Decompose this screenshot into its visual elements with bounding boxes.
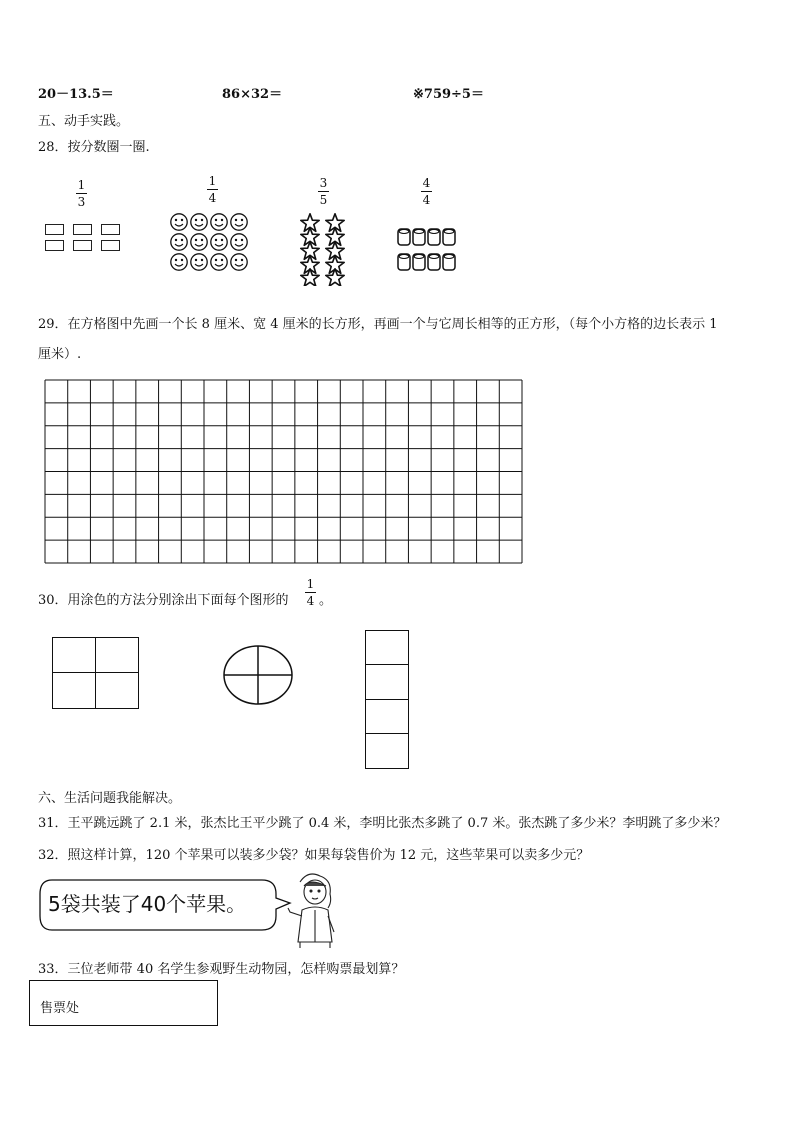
girl-icon xyxy=(288,874,334,948)
fraction-1-4 xyxy=(207,174,218,205)
numerator: 4 xyxy=(422,176,431,190)
calc-expr-3: ※759÷5＝ xyxy=(413,87,484,102)
smiley-icon xyxy=(211,254,227,270)
smiley-icon xyxy=(231,254,247,270)
numerator: 1 xyxy=(77,178,86,192)
cylinder-icon xyxy=(398,254,410,270)
cylinder-group xyxy=(396,226,462,276)
rectangle-shape xyxy=(101,240,120,251)
divider-line xyxy=(366,733,408,734)
calc-expr-2: 86×32＝ xyxy=(222,87,283,102)
smiley-icon xyxy=(231,234,247,250)
numerator: 1 xyxy=(208,174,217,188)
circle-divided-in-four xyxy=(222,644,294,706)
numerator: 3 xyxy=(319,176,328,190)
smiley-icon xyxy=(231,214,247,230)
question-30: 30．用涂色的方法分别涂出下面每个图形的 xyxy=(38,593,289,608)
smiley-icon xyxy=(191,214,207,230)
smiley-icon xyxy=(171,214,187,230)
fraction-4-4 xyxy=(421,176,432,207)
section-6-title: 六、生活问题我能解决。 xyxy=(38,791,182,806)
question-30-end: 。 xyxy=(319,593,333,608)
question-28: 28．按分数圈一圈. xyxy=(38,140,150,155)
rectangle-shape xyxy=(73,240,92,251)
denominator: 4 xyxy=(208,191,217,205)
question-33: 33．三位老师带 40 名学生参观野生动物园，怎样购票最划算？ xyxy=(38,962,405,977)
star-icon xyxy=(326,269,344,286)
numerator: 1 xyxy=(306,577,315,591)
star-icon xyxy=(301,269,319,286)
cylinder-icon xyxy=(428,254,440,270)
ticket-office-box xyxy=(29,980,218,1026)
divider-line xyxy=(53,672,138,673)
fraction-1-3 xyxy=(76,178,87,209)
rectangle-shape xyxy=(45,240,64,251)
speech-bubble-text: 5袋共装了40个苹果。 xyxy=(48,892,247,916)
denominator: 4 xyxy=(306,594,315,608)
square-divided-in-four xyxy=(52,637,139,709)
question-29-line-1: 29．在方格图中先画一个长 8 厘米、宽 4 厘米的长方形，再画一个与它周长相等的正方形，（每个小方格的边长表示 1 xyxy=(38,317,718,332)
smiley-icon xyxy=(211,214,227,230)
cylinder-icon xyxy=(413,229,425,245)
ticket-office-label: 售票处 xyxy=(40,1001,80,1016)
question-31: 31．王平跳远跳了 2.1 米，张杰比王平少跳了 0.4 米，李明比张杰多跳了 0.7 米。张杰跳了多少米？李明跳了多少米？ xyxy=(38,816,727,831)
fraction-one-quarter xyxy=(305,577,316,608)
cylinder-icon xyxy=(443,229,455,245)
calc-expr-1: 20－13.5＝ xyxy=(38,87,114,102)
cylinder-icon xyxy=(428,229,440,245)
rectangle-shape xyxy=(101,224,120,235)
question-29-line-2: 厘米）. xyxy=(38,347,82,362)
smiley-group xyxy=(169,212,253,272)
fraction-3-5 xyxy=(318,176,329,207)
smiley-icon xyxy=(191,234,207,250)
section-5-title: 五、动手实践。 xyxy=(38,114,130,129)
divider-line xyxy=(366,664,408,665)
smiley-icon xyxy=(171,254,187,270)
star-group xyxy=(297,212,351,286)
question-32: 32．照这样计算，120 个苹果可以装多少袋？如果每袋售价为 12 元，这些苹果可以卖多少元？ xyxy=(38,848,590,863)
divider-line xyxy=(366,699,408,700)
square-grid xyxy=(44,379,524,565)
rectangle-shape xyxy=(73,224,92,235)
rectangle-divided-in-four xyxy=(365,630,409,769)
denominator: 4 xyxy=(422,193,431,207)
cylinder-icon xyxy=(413,254,425,270)
smiley-icon xyxy=(211,234,227,250)
denominator: 3 xyxy=(77,195,86,209)
smiley-icon xyxy=(191,254,207,270)
cylinder-icon xyxy=(398,229,410,245)
rectangle-shape xyxy=(45,224,64,235)
cylinder-icon xyxy=(443,254,455,270)
divider-line xyxy=(95,638,96,708)
smiley-icon xyxy=(171,234,187,250)
denominator: 5 xyxy=(319,193,328,207)
